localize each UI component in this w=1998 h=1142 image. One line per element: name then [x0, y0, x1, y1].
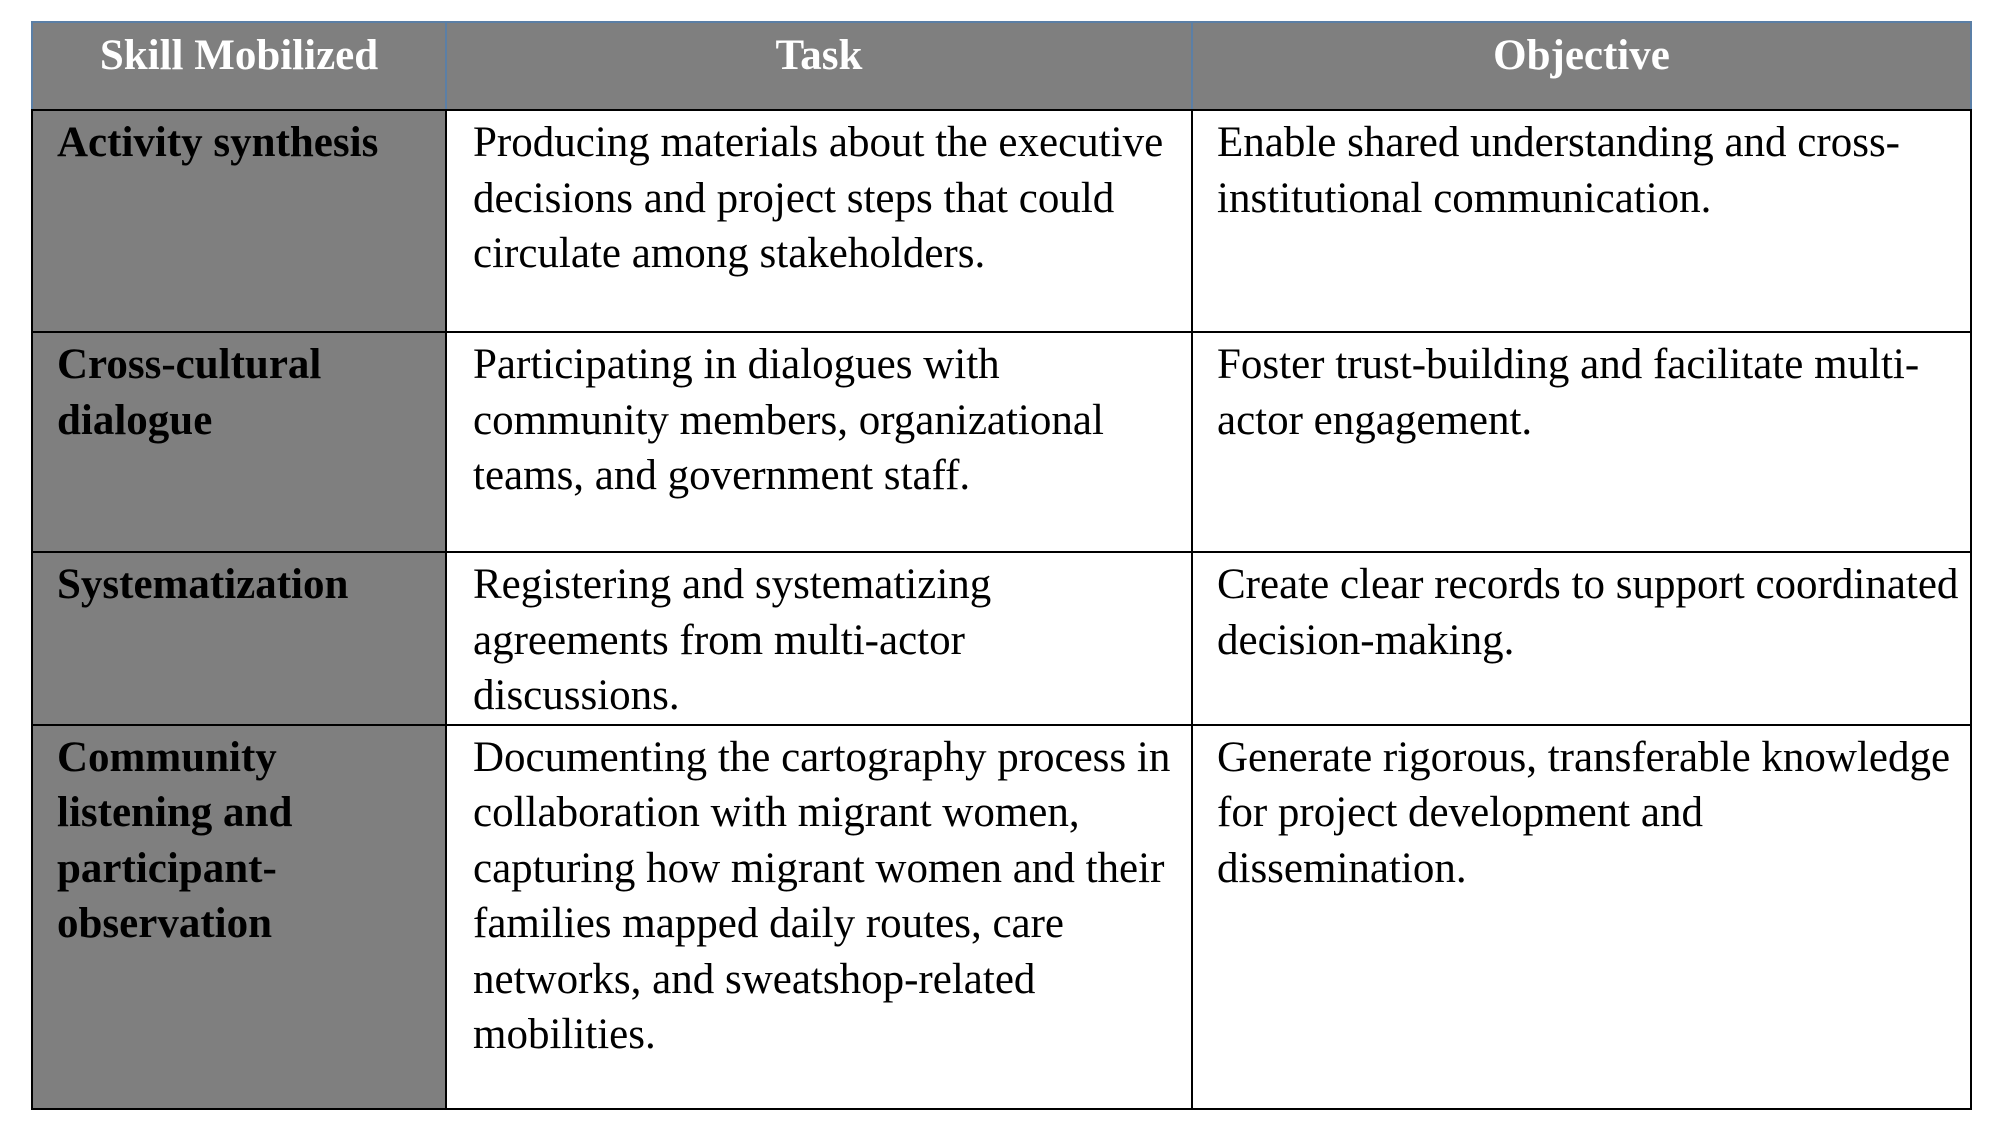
table-row [32, 725, 1971, 1109]
task-cell: Registering and systematizing agreements from multi-actor discussions. [446, 552, 1192, 725]
task-cell: Participating in dialogues with community members, organizational teams, and government staff. [446, 332, 1192, 552]
skills-table-container [31, 21, 1970, 1110]
table-row [32, 552, 1971, 725]
table-row [32, 332, 1971, 552]
objective-cell: Generate rigorous, transferable knowledge for project development and dissemination. [1192, 725, 1971, 1109]
header-row [32, 22, 1971, 110]
table-row [32, 110, 1971, 332]
objective-cell: Foster trust-building and facilitate multi-actor engagement. [1192, 332, 1971, 552]
skill-cell: Activity synthesis [32, 110, 446, 332]
objective-cell: Enable shared understanding and cross-institutional communication. [1192, 110, 1971, 332]
objective-cell: Create clear records to support coordinated decision-making. [1192, 552, 1971, 725]
header-objective: Objective [1192, 22, 1971, 110]
header-task: Task [446, 22, 1192, 110]
header-skill-mobilized: Skill Mobilized [32, 22, 446, 110]
task-cell: Documenting the cartography process in collaboration with migrant women, capturing how migrant women and their families mapped daily routes, care networks, and sweatshop-related mobilities. [446, 725, 1192, 1109]
skill-cell: Systematization [32, 552, 446, 725]
skill-cell: Cross-cultural dialogue [32, 332, 446, 552]
task-cell: Producing materials about the executive decisions and project steps that could circulate among stakeholders. [446, 110, 1192, 332]
skill-cell: Community listening and participant-observation [32, 725, 446, 1109]
table-header [32, 22, 1971, 110]
table-body [32, 110, 1971, 1109]
skills-table [31, 21, 1972, 1110]
